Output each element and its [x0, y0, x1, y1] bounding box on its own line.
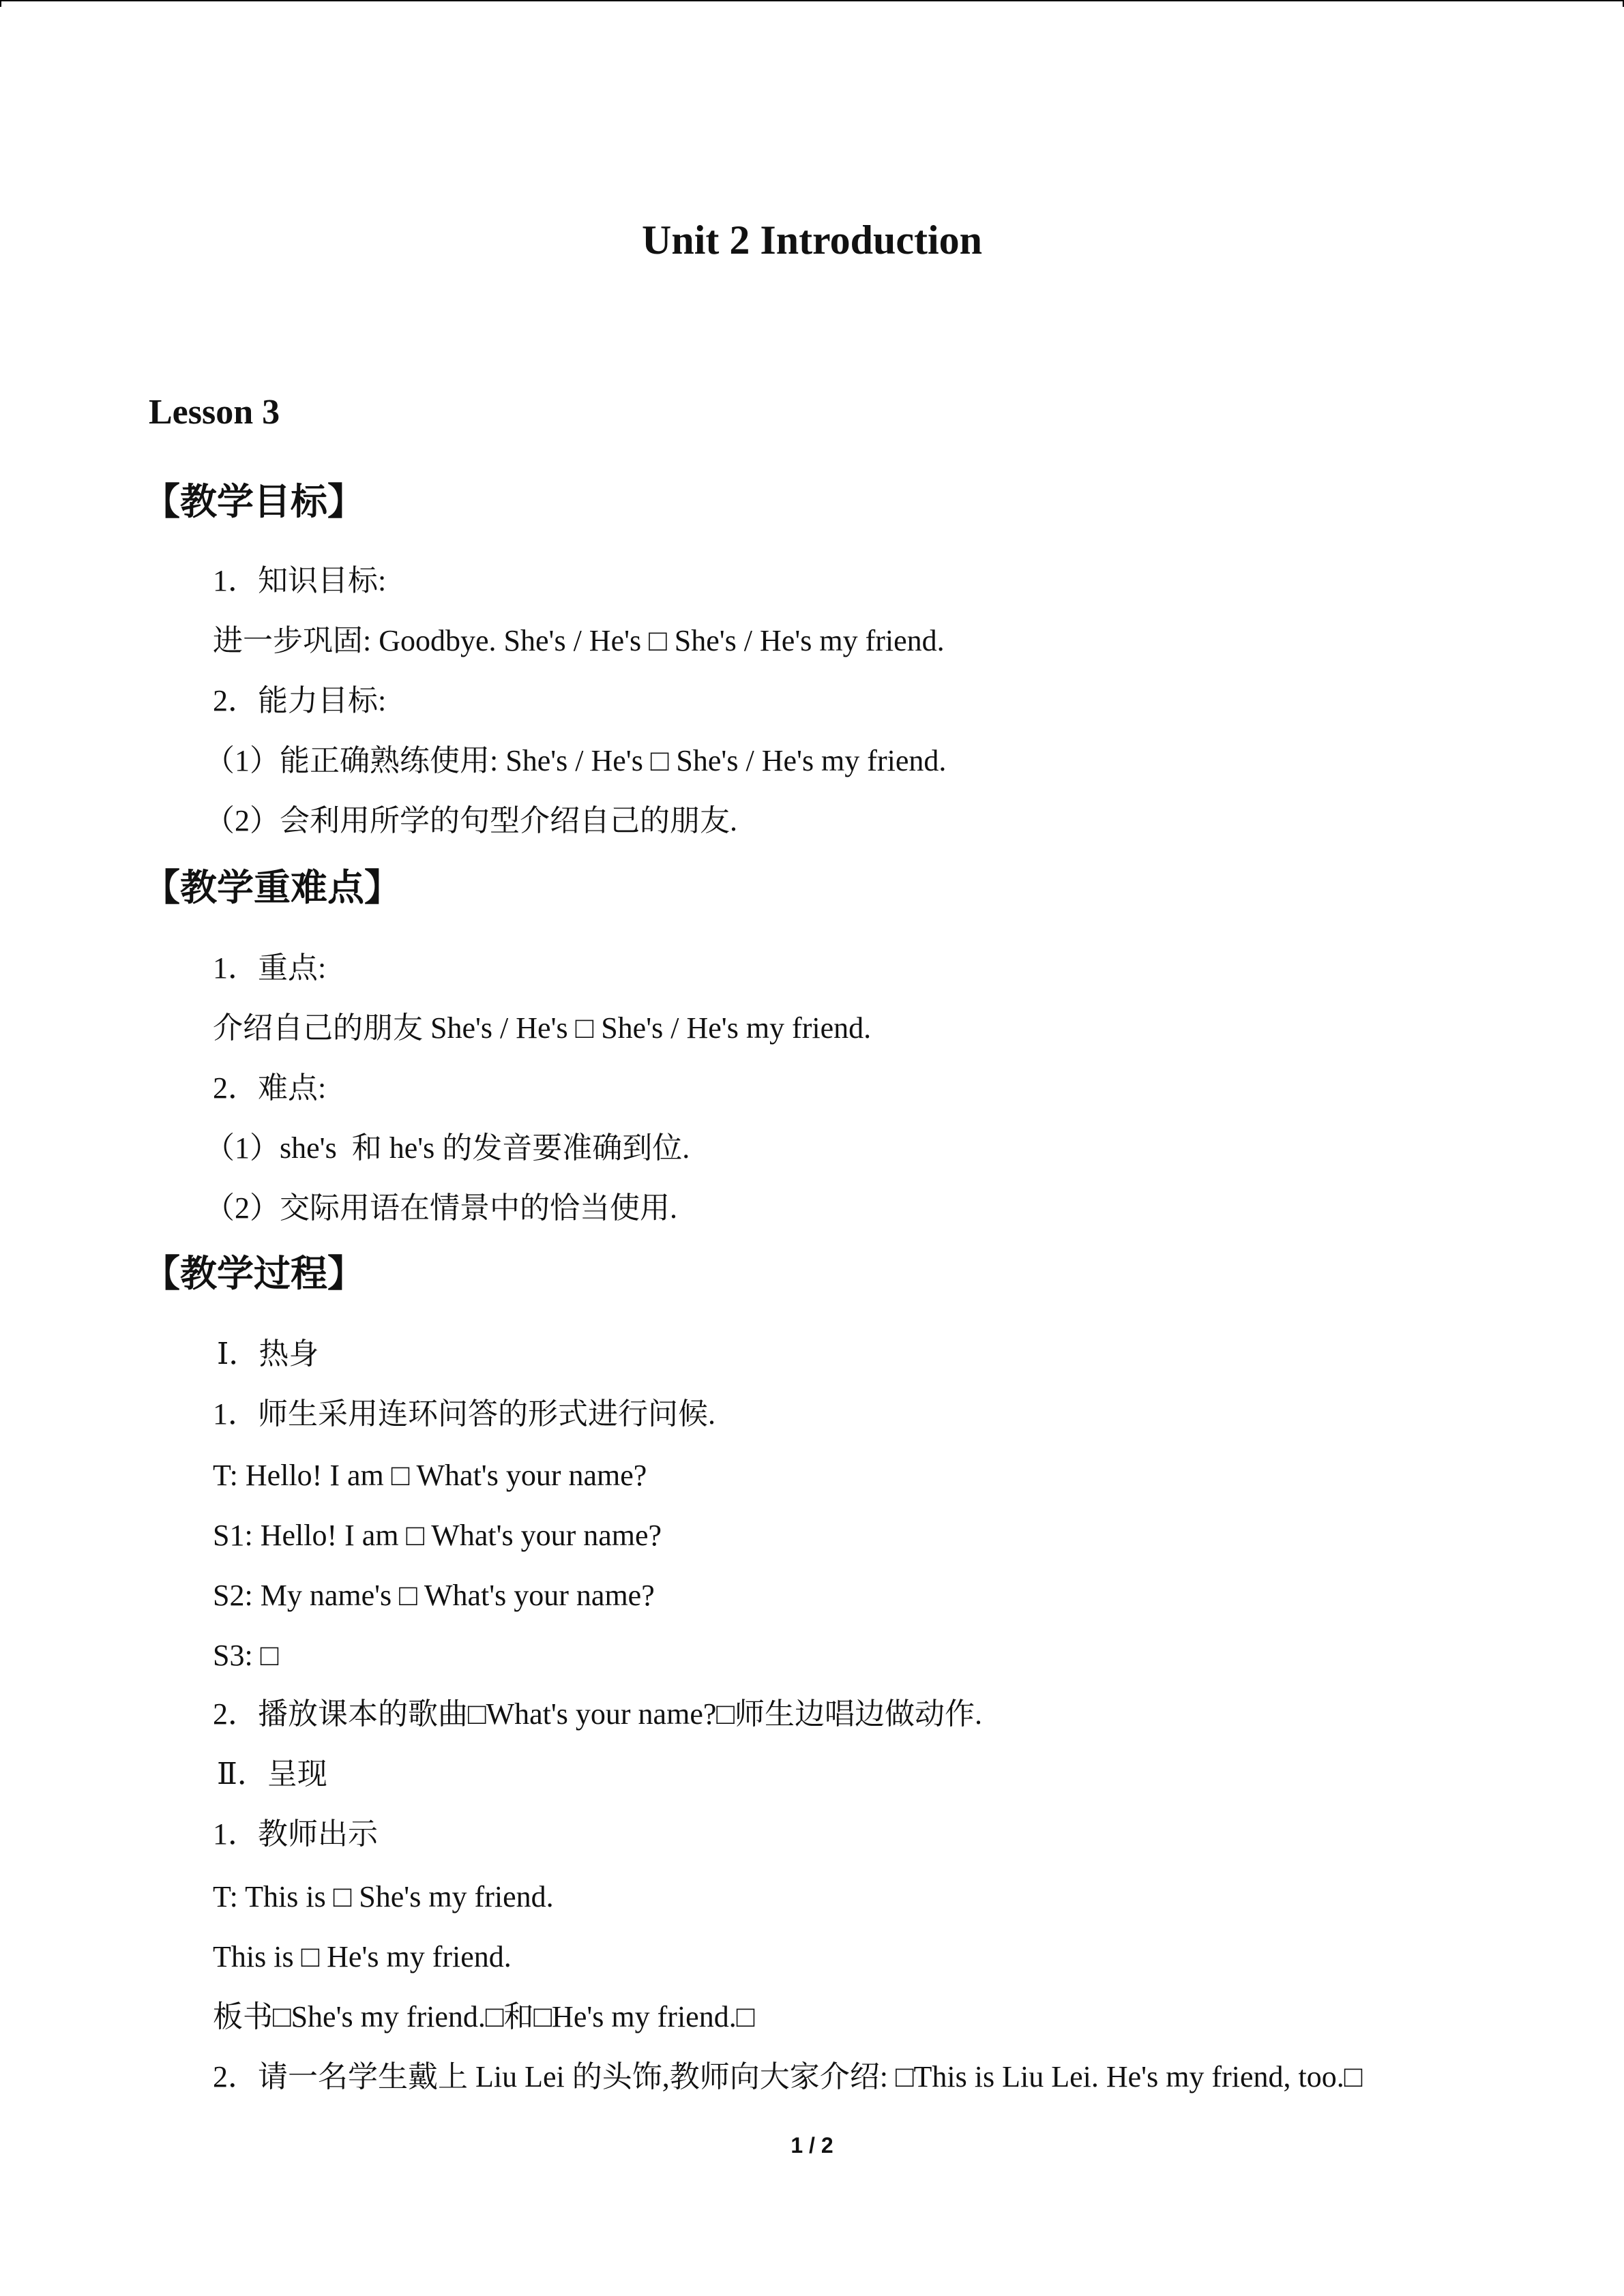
section-heading-key-points: 【教学重难点】 — [143, 867, 401, 908]
key-points-line-2: 介绍自己的朋友 She's / He's □ She's / He's my friend. — [213, 1011, 872, 1045]
objectives-line-3: 2．能力目标: — [213, 684, 387, 717]
key-points-line-1: 1．重点: — [213, 951, 327, 985]
process-line-11: This is □ He's my friend. — [213, 1940, 512, 1973]
process-line-10: T: This is □ She's my friend. — [213, 1880, 554, 1913]
top-border — [0, 0, 1624, 1]
process-line-12: 板书□She's my friend.□和□He's my friend.□ — [213, 2000, 755, 2033]
lesson-heading: Lesson 3 — [149, 393, 280, 432]
objectives-line-1: 1．知识目标: — [213, 564, 387, 597]
objectives-line-4: （1）能正确熟练使用: She's / He's □ She's / He's my friend. — [205, 744, 947, 777]
process-line-3: T: Hello! I am □ What's your name? — [213, 1459, 647, 1492]
objectives-line-2: 进一步巩固: Goodbye. She's / He's □ She's / He's my friend. — [213, 624, 945, 657]
key-points-line-5: （2）交际用语在情景中的恰当使用. — [205, 1191, 677, 1225]
key-points-line-3: 2．难点: — [213, 1071, 327, 1105]
process-line-5: S2: My name's □ What's your name? — [213, 1579, 655, 1612]
section-heading-objectives: 【教学目标】 — [143, 481, 364, 522]
process-line-9: 1．教师出示 — [213, 1817, 378, 1851]
document-title: Unit 2 Introduction — [642, 218, 982, 263]
process-line-7: 2．播放课本的歌曲□What's your name?□师生边唱边做动作. — [213, 1697, 982, 1731]
process-line-8: Ⅱ．呈现 — [217, 1757, 327, 1791]
process-line-1: Ⅰ．热身 — [217, 1337, 319, 1371]
process-line-4: S1: Hello! I am □ What's your name? — [213, 1519, 662, 1552]
process-line-2: 1．师生采用连环问答的形式进行问候. — [213, 1397, 715, 1431]
key-points-line-4: （1）she's 和 he's 的发音要准确到位. — [205, 1131, 690, 1165]
page-number: 1 / 2 — [791, 2133, 833, 2158]
process-line-6: S3: □ — [213, 1639, 279, 1672]
process-line-13: 2．请一名学生戴上 Liu Lei 的头饰,教师向大家介绍: □This is Liu Lei. He's my friend, too.□ — [213, 2060, 1363, 2093]
section-heading-process: 【教学过程】 — [143, 1253, 364, 1294]
objectives-line-5: （2）会利用所学的句型介绍自己的朋友. — [205, 804, 737, 837]
